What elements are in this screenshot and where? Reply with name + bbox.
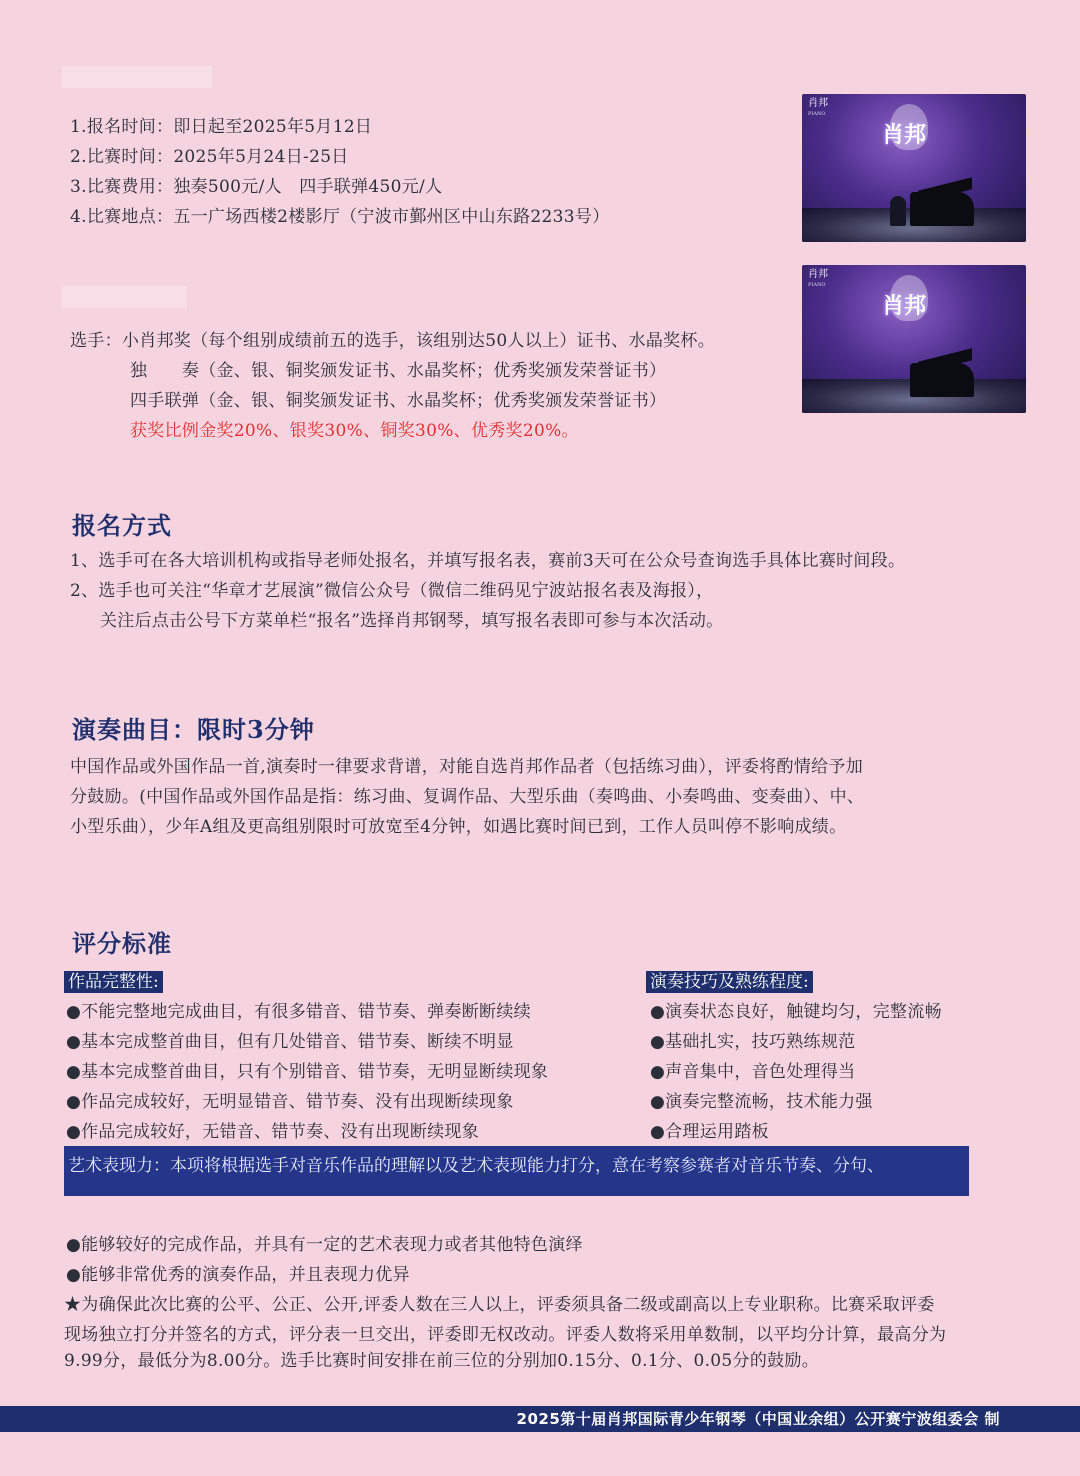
technique-item: ●演奏状态良好，触键均匀，完整流畅 — [650, 1002, 942, 1022]
photo-title: 肖邦 — [882, 294, 927, 319]
faded-header-2 — [62, 286, 187, 308]
technique-label: 演奏技巧及熟练程度: — [646, 971, 813, 993]
info-line-3: 3.比赛费用：独奏500元/人 四手联弹450元/人 — [70, 177, 443, 197]
completeness-item: ●基本完成整首曲目，只有个别错音、错节奏，无明显断续现象 — [66, 1062, 549, 1082]
faded-header-1 — [62, 66, 212, 88]
completeness-item: ●不能完整地完成曲目，有很多错音、错节奏、弹奏断断续续 — [66, 1002, 531, 1022]
artistry-item: ●能够较好的完成作品，并具有一定的艺术表现力或者其他特色演绎 — [66, 1235, 583, 1255]
judging-note-line-2: 现场独立打分并签名的方式，评分表一旦交出，评委即无权改动。评委人数将采用单数制，以平均分计算，最高分为 — [64, 1325, 947, 1345]
registration-line-3: 关注后点击公号下方菜单栏“报名”选择肖邦钢琴，填写报名表即可参与本次活动。 — [100, 611, 724, 631]
repertoire-line-1: 中国作品或外国作品一首,演奏时一律要求背谱，对能自选肖邦作品者（包括练习曲），评委将酌情给予加 — [70, 757, 864, 777]
technique-item: ●声音集中，音色处理得当 — [650, 1062, 856, 1082]
technique-item: ●演奏完整流畅，技术能力强 — [650, 1092, 873, 1112]
technique-item: ●基础扎实，技巧熟练规范 — [650, 1032, 856, 1052]
repertoire-heading: 演奏曲目：限时3分钟 — [72, 715, 315, 744]
completeness-item: ●基本完成整首曲目，但有几处错音、错节奏、断续不明显 — [66, 1032, 514, 1052]
technique-item: ●合理运用踏板 — [650, 1122, 769, 1142]
registration-line-2: 2、选手也可关注“华章才艺展演”微信公众号（微信二维码见宁波站报名表及海报）， — [70, 581, 714, 601]
concert-photo-1 — [802, 94, 1026, 242]
completeness-item: ●作品完成较好，无明显错音、错节奏、没有出现断续现象 — [66, 1092, 514, 1112]
repertoire-line-3: 小型乐曲），少年A组及更高组别限时可放宽至4分钟，如遇比赛时间已到，工作人员叫停不影响成绩。 — [70, 817, 847, 837]
footer-organizer: 2025第十届肖邦国际青少年钢琴（中国业余组）公开赛宁波组委会 制 — [0, 1406, 1080, 1432]
photo-title: 肖邦 — [882, 123, 927, 148]
award-ratio: 获奖比例金奖20%、银奖30%、铜奖30%、优秀奖20%。 — [130, 421, 579, 441]
artistry-item: ●能够非常优秀的演奏作品，并且表现力优异 — [66, 1265, 410, 1285]
completeness-label: 作品完整性: — [64, 971, 163, 993]
completeness-item: ●作品完成较好，无错音、错节奏、没有出现断续现象 — [66, 1122, 480, 1142]
piano-icon — [910, 192, 974, 226]
piano-icon — [910, 363, 974, 397]
artistry-banner: 艺术表现力：本项将根据选手对音乐作品的理解以及艺术表现能力打分，意在考察参赛者对音乐节奏、分句、 — [64, 1146, 969, 1196]
registration-line-1: 1、选手可在各大培训机构或指导老师处报名，并填写报名表，赛前3天可在公众号查询选手具体比赛时间段。 — [70, 551, 906, 571]
judging-note-line-3: 9.99分，最低分为8.00分。选手比赛时间安排在前三位的分别加0.15分、0.1分、0.05分的鼓励。 — [64, 1351, 820, 1371]
scoring-heading: 评分标准 — [72, 929, 172, 958]
registration-heading: 报名方式 — [72, 511, 172, 540]
concert-photo-2 — [802, 265, 1026, 413]
awards-line-2: 独 奏（金、银、铜奖颁发证书、水晶奖杯；优秀奖颁发荣誉证书） — [130, 361, 667, 381]
awards-line-1: 选手：小肖邦奖（每个组别成绩前五的选手，该组别达50人以上）证书、水晶奖杯。 — [70, 331, 716, 351]
info-line-4: 4.比赛地点：五一广场西楼2楼影厅（宁波市鄞州区中山东路2233号） — [70, 207, 610, 227]
awards-line-3: 四手联弹（金、银、铜奖颁发证书、水晶奖杯；优秀奖颁发荣誉证书） — [130, 391, 667, 411]
info-line-2: 2.比赛时间：2025年5月24日-25日 — [70, 147, 349, 167]
repertoire-line-2: 分鼓励。(中国作品或外国作品是指：练习曲、复调作品、大型乐曲（奏鸣曲、小奏鸣曲、变奏曲）、中、 — [70, 787, 865, 807]
photo-brand: 肖邦 PIANO — [808, 269, 828, 288]
judging-note-line-1: ★为确保此次比赛的公平、公正、公开,评委人数在三人以上，评委须具备二级或副高以上专业职称。比赛采取评委 — [64, 1295, 935, 1315]
pianist-figure — [890, 196, 906, 226]
info-line-1: 1.报名时间：即日起至2025年5月12日 — [70, 117, 373, 137]
photo-brand: 肖邦 PIANO — [808, 98, 828, 117]
